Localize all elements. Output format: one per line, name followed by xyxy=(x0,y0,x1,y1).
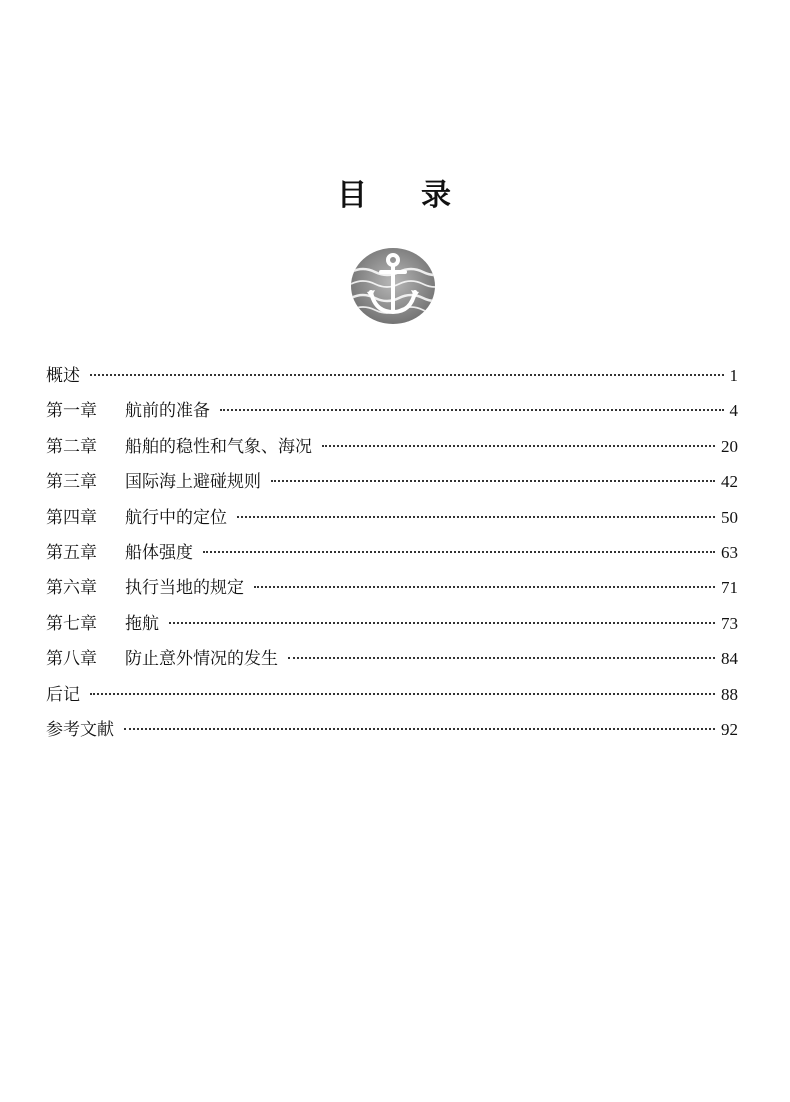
toc-page-number: 4 xyxy=(729,401,738,421)
toc-entry[interactable] xyxy=(46,606,738,641)
toc-entry[interactable] xyxy=(46,429,738,464)
toc-title: 执行当地的规定 xyxy=(125,578,244,599)
toc-entry[interactable] xyxy=(46,535,738,570)
toc-dot-leader xyxy=(237,516,715,518)
toc-entry[interactable] xyxy=(46,677,738,712)
toc-entry[interactable] xyxy=(46,393,738,428)
toc-page-number: 88 xyxy=(721,684,738,704)
toc-title: 参考文献 xyxy=(46,719,114,740)
toc-entry[interactable] xyxy=(46,358,738,393)
toc-chapter-label: 第四章 xyxy=(46,507,97,528)
toc-entry[interactable] xyxy=(46,464,738,499)
page-title xyxy=(0,176,790,216)
toc-title: 船舶的稳性和气象、海况 xyxy=(125,436,312,457)
toc-title: 航前的准备 xyxy=(125,401,210,422)
table-of-contents xyxy=(46,358,738,747)
toc-dot-leader xyxy=(288,657,715,659)
toc-chapter-label: 第七章 xyxy=(46,613,97,634)
toc-title: 概述 xyxy=(46,366,80,386)
toc-page-number: 84 xyxy=(721,649,738,669)
toc-dot-leader xyxy=(124,728,715,730)
toc-dot-leader xyxy=(254,586,715,588)
toc-chapter-label: 第八章 xyxy=(46,649,97,670)
toc-page-number: 42 xyxy=(721,472,738,492)
toc-dot-leader xyxy=(90,374,724,376)
toc-title: 国际海上避碰规则 xyxy=(125,472,261,493)
toc-entry[interactable] xyxy=(46,712,738,747)
toc-dot-leader xyxy=(90,693,715,695)
toc-entry[interactable] xyxy=(46,570,738,605)
toc-chapter-label: 第五章 xyxy=(46,542,97,563)
toc-title: 船体强度 xyxy=(125,542,193,563)
toc-chapter-label: 第二章 xyxy=(46,436,97,457)
toc-page-number: 71 xyxy=(721,578,738,598)
toc-page-number: 50 xyxy=(721,507,738,527)
toc-entry[interactable] xyxy=(46,500,738,535)
toc-title: 拖航 xyxy=(125,613,159,634)
toc-chapter-label: 第一章 xyxy=(46,401,97,422)
page-title-char-2: 录 xyxy=(421,178,453,213)
toc-title: 航行中的定位 xyxy=(125,507,227,528)
toc-page-number: 92 xyxy=(721,719,738,739)
toc-dot-leader xyxy=(169,622,715,624)
anchor-icon xyxy=(349,246,437,326)
toc-page-number: 20 xyxy=(721,436,738,456)
toc-title: 后记 xyxy=(46,684,80,705)
toc-page-number: 1 xyxy=(729,366,738,385)
toc-dot-leader xyxy=(322,445,715,447)
toc-chapter-label: 第六章 xyxy=(46,578,97,599)
toc-dot-leader xyxy=(220,409,724,411)
toc-dot-leader xyxy=(203,551,715,553)
page-title-char-1: 目 xyxy=(337,178,369,213)
toc-title: 防止意外情况的发生 xyxy=(125,649,278,670)
toc-entry[interactable] xyxy=(46,641,738,676)
toc-dot-leader xyxy=(271,480,715,482)
toc-page-number: 63 xyxy=(721,542,738,562)
toc-page-number: 73 xyxy=(721,613,738,633)
toc-chapter-label: 第三章 xyxy=(46,472,97,493)
